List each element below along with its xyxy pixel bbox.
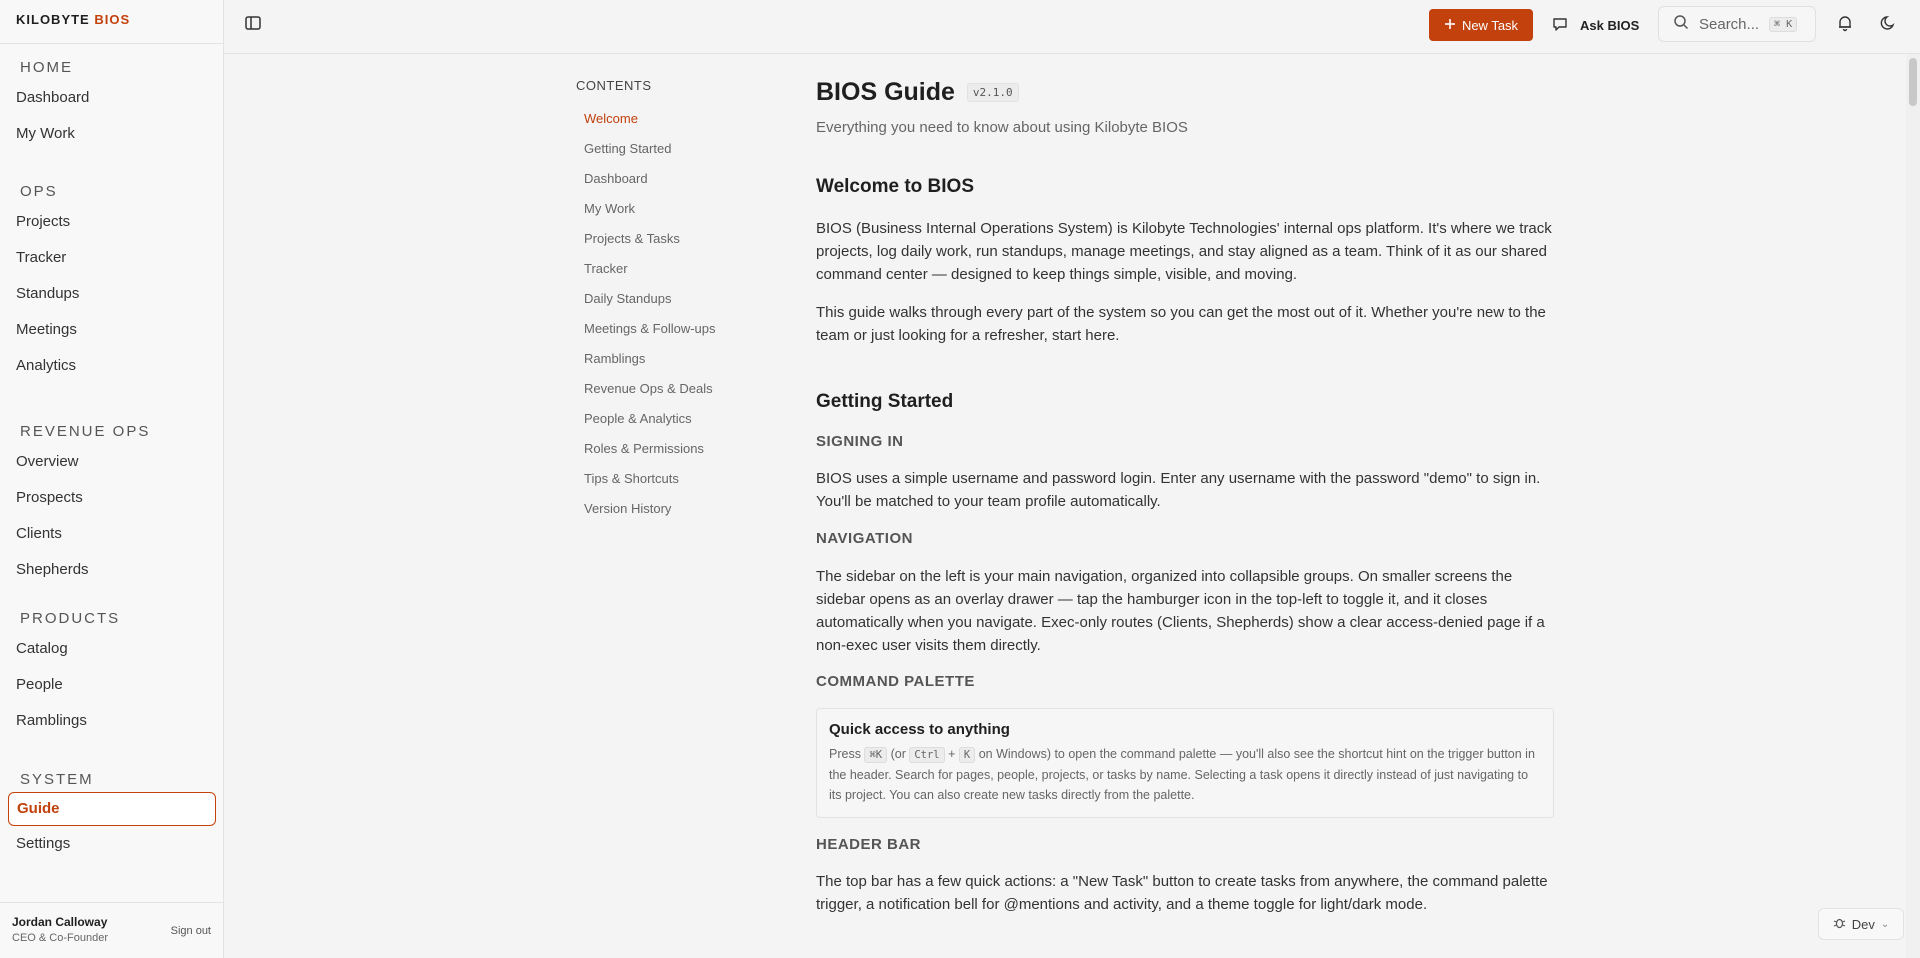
card-text-or: (or xyxy=(890,747,906,761)
sidebar-item-ramblings[interactable]: Ramblings xyxy=(16,712,87,729)
command-palette-heading: COMMAND PALETTE xyxy=(816,673,975,690)
sidebar-toggle-icon[interactable] xyxy=(244,14,268,34)
navigation-paragraph: The sidebar on the left is your main navigation, organized into collapsible groups. On smaller screens the sidebar opens as an overlay drawer — tap the hamburger icon in the top-left to toggle it, and it closes automatically when you navigate. Exec-only routes (Clients, Shepherds) show a clear access-denied page if a non-exec user visits them directly. xyxy=(816,568,1545,654)
user-name: Jordan Calloway xyxy=(12,915,108,929)
search-placeholder: Search... xyxy=(1699,15,1760,33)
welcome-paragraph-2: This guide walks through every part of the system so you can get the most out of it. Whether you're new to the team or just looking for a refresher, start here. xyxy=(816,304,1546,344)
ask-bios-button[interactable] xyxy=(1552,9,1639,41)
nav-group-system xyxy=(0,770,224,862)
nav-group-title[interactable]: OPS xyxy=(20,183,58,200)
page-subtitle: Everything you need to know about using Kilobyte BIOS xyxy=(816,119,1188,136)
toc-item-revenue-ops-deals[interactable]: Revenue Ops & Deals xyxy=(584,381,713,396)
header-bar-paragraph: The top bar has a few quick actions: a "New Task" button to create tasks from anywhere, the command palette trigger, a notification bell for @mentions and activity, and a theme toggle for light/dark mode. xyxy=(816,873,1548,913)
scrollbar-thumb[interactable] xyxy=(1909,58,1917,106)
sign-out-button[interactable]: Sign out xyxy=(170,925,211,937)
toc-item-my-work[interactable]: My Work xyxy=(584,201,636,216)
toc-item-version-history[interactable]: Version History xyxy=(584,501,672,516)
new-task-label: New Task xyxy=(1461,17,1519,33)
sidebar xyxy=(0,0,224,958)
sidebar-item-prospects[interactable]: Prospects xyxy=(16,489,83,506)
env-label: Dev xyxy=(1851,916,1875,932)
header-bar-heading: HEADER BAR xyxy=(816,836,922,853)
nav-group-title[interactable]: PRODUCTS xyxy=(20,610,121,627)
toc-item-daily-standups[interactable]: Daily Standups xyxy=(584,291,672,306)
user-profile xyxy=(0,902,223,958)
card-text-press: Press xyxy=(829,747,861,761)
toc-item-tips-shortcuts[interactable]: Tips & Shortcuts xyxy=(584,471,679,486)
toc-item-dashboard[interactable]: Dashboard xyxy=(584,171,648,186)
toc-item-roles-permissions[interactable]: Roles & Permissions xyxy=(584,441,704,456)
toc-item-projects-tasks[interactable]: Projects & Tasks xyxy=(584,231,680,246)
nav-group-products xyxy=(0,609,224,739)
getting-started-heading: Getting Started xyxy=(816,391,954,412)
nav-group-title[interactable]: HOME xyxy=(20,59,73,76)
card-text-plus: + xyxy=(948,747,956,761)
welcome-paragraph-1: BIOS (Business Internal Operations System) is Kilobyte Technologies' internal ops platform. It's where we track projects, log daily work, run standups, manage meetings, and stay aligned as a team. Think of it as our shared command center — designed to keep things simple, visible, and moving. xyxy=(816,220,1552,283)
brand-accent: BIOS xyxy=(94,12,131,27)
table-of-contents xyxy=(576,78,776,524)
cmd-k-key: ⌘K xyxy=(864,747,887,763)
brand-name: KILOBYTE xyxy=(16,12,90,27)
card-title: Quick access to anything xyxy=(829,721,1010,738)
sidebar-item-dashboard[interactable]: Dashboard xyxy=(16,89,90,106)
user-role: CEO & Co-Founder xyxy=(12,932,108,944)
sidebar-item-analytics[interactable]: Analytics xyxy=(16,357,77,374)
sidebar-item-clients[interactable]: Clients xyxy=(16,525,62,542)
sidebar-item-guide[interactable]: Guide xyxy=(8,792,216,826)
toc-item-tracker[interactable]: Tracker xyxy=(584,261,628,276)
search-icon xyxy=(1673,14,1689,35)
welcome-heading: Welcome to BIOS xyxy=(816,176,975,197)
toc-item-getting-started[interactable]: Getting Started xyxy=(584,141,672,156)
toc-list xyxy=(576,104,776,524)
moon-icon[interactable] xyxy=(1880,14,1900,34)
search-shortcut: ⌘ K xyxy=(1769,17,1797,32)
sidebar-item-catalog[interactable]: Catalog xyxy=(16,640,68,657)
k-key: K xyxy=(959,747,975,763)
toc-item-meetings-follow-ups[interactable]: Meetings & Follow-ups xyxy=(584,321,716,336)
toc-item-people-analytics[interactable]: People & Analytics xyxy=(584,411,692,426)
nav-group-ops xyxy=(0,182,224,384)
nav-group-home xyxy=(0,58,224,152)
command-palette-card xyxy=(816,708,1554,818)
plus-icon xyxy=(1444,18,1456,33)
version-badge: v2.1.0 xyxy=(967,83,1019,102)
sidebar-item-meetings[interactable]: Meetings xyxy=(16,321,77,338)
scrollbar[interactable] xyxy=(1906,54,1920,958)
sidebar-item-projects[interactable]: Projects xyxy=(16,213,71,230)
sidebar-item-standups[interactable]: Standups xyxy=(16,285,80,302)
chevron-down-icon: ⌄ xyxy=(1880,918,1890,930)
ctrl-key: Ctrl xyxy=(909,747,944,763)
chat-icon xyxy=(1552,16,1568,35)
sidebar-item-my-work[interactable]: My Work xyxy=(16,125,75,142)
search-input[interactable] xyxy=(1658,6,1816,42)
header-bar xyxy=(224,0,1920,54)
ask-bios-label: Ask BIOS xyxy=(1580,17,1640,33)
contents-title: CONTENTS xyxy=(576,78,652,93)
nav-group-revenue-ops xyxy=(0,422,224,588)
card-body xyxy=(829,744,1541,805)
nav-group-title[interactable]: SYSTEM xyxy=(20,771,94,788)
sidebar-item-tracker[interactable]: Tracker xyxy=(16,249,67,266)
sidebar-item-shepherds[interactable]: Shepherds xyxy=(16,561,89,578)
page-title: BIOS Guide xyxy=(816,78,955,106)
bug-icon xyxy=(1833,916,1846,932)
brand-logo[interactable] xyxy=(0,0,223,44)
toc-item-ramblings[interactable]: Ramblings xyxy=(584,351,646,366)
sidebar-item-settings[interactable]: Settings xyxy=(16,835,71,852)
navigation-heading: NAVIGATION xyxy=(816,530,913,547)
new-task-button[interactable] xyxy=(1429,9,1533,41)
bell-icon[interactable] xyxy=(1836,14,1856,34)
toc-item-welcome[interactable]: Welcome xyxy=(584,111,638,126)
signing-in-paragraph: BIOS uses a simple username and password login. Enter any username with the password "demo" to sign in. You'll be matched to your team profile automatically. xyxy=(816,470,1541,510)
card-text-rest: on Windows) to open the command palette — you'll also see the shortcut hint on the trigger button in the header. Search for pages, people, projects, or tasks by name. Selecting a task opens it directly instead of just navigating to its project. You can also create new tasks directly from the palette. xyxy=(829,747,1535,802)
nav-group-title[interactable]: REVENUE OPS xyxy=(20,423,151,440)
sidebar-item-overview[interactable]: Overview xyxy=(16,453,79,470)
sidebar-item-people[interactable]: People xyxy=(16,676,63,693)
environment-switcher[interactable] xyxy=(1818,908,1904,940)
guide-article xyxy=(816,78,1554,913)
signing-in-heading: SIGNING IN xyxy=(816,433,904,450)
title-row xyxy=(816,78,1554,107)
